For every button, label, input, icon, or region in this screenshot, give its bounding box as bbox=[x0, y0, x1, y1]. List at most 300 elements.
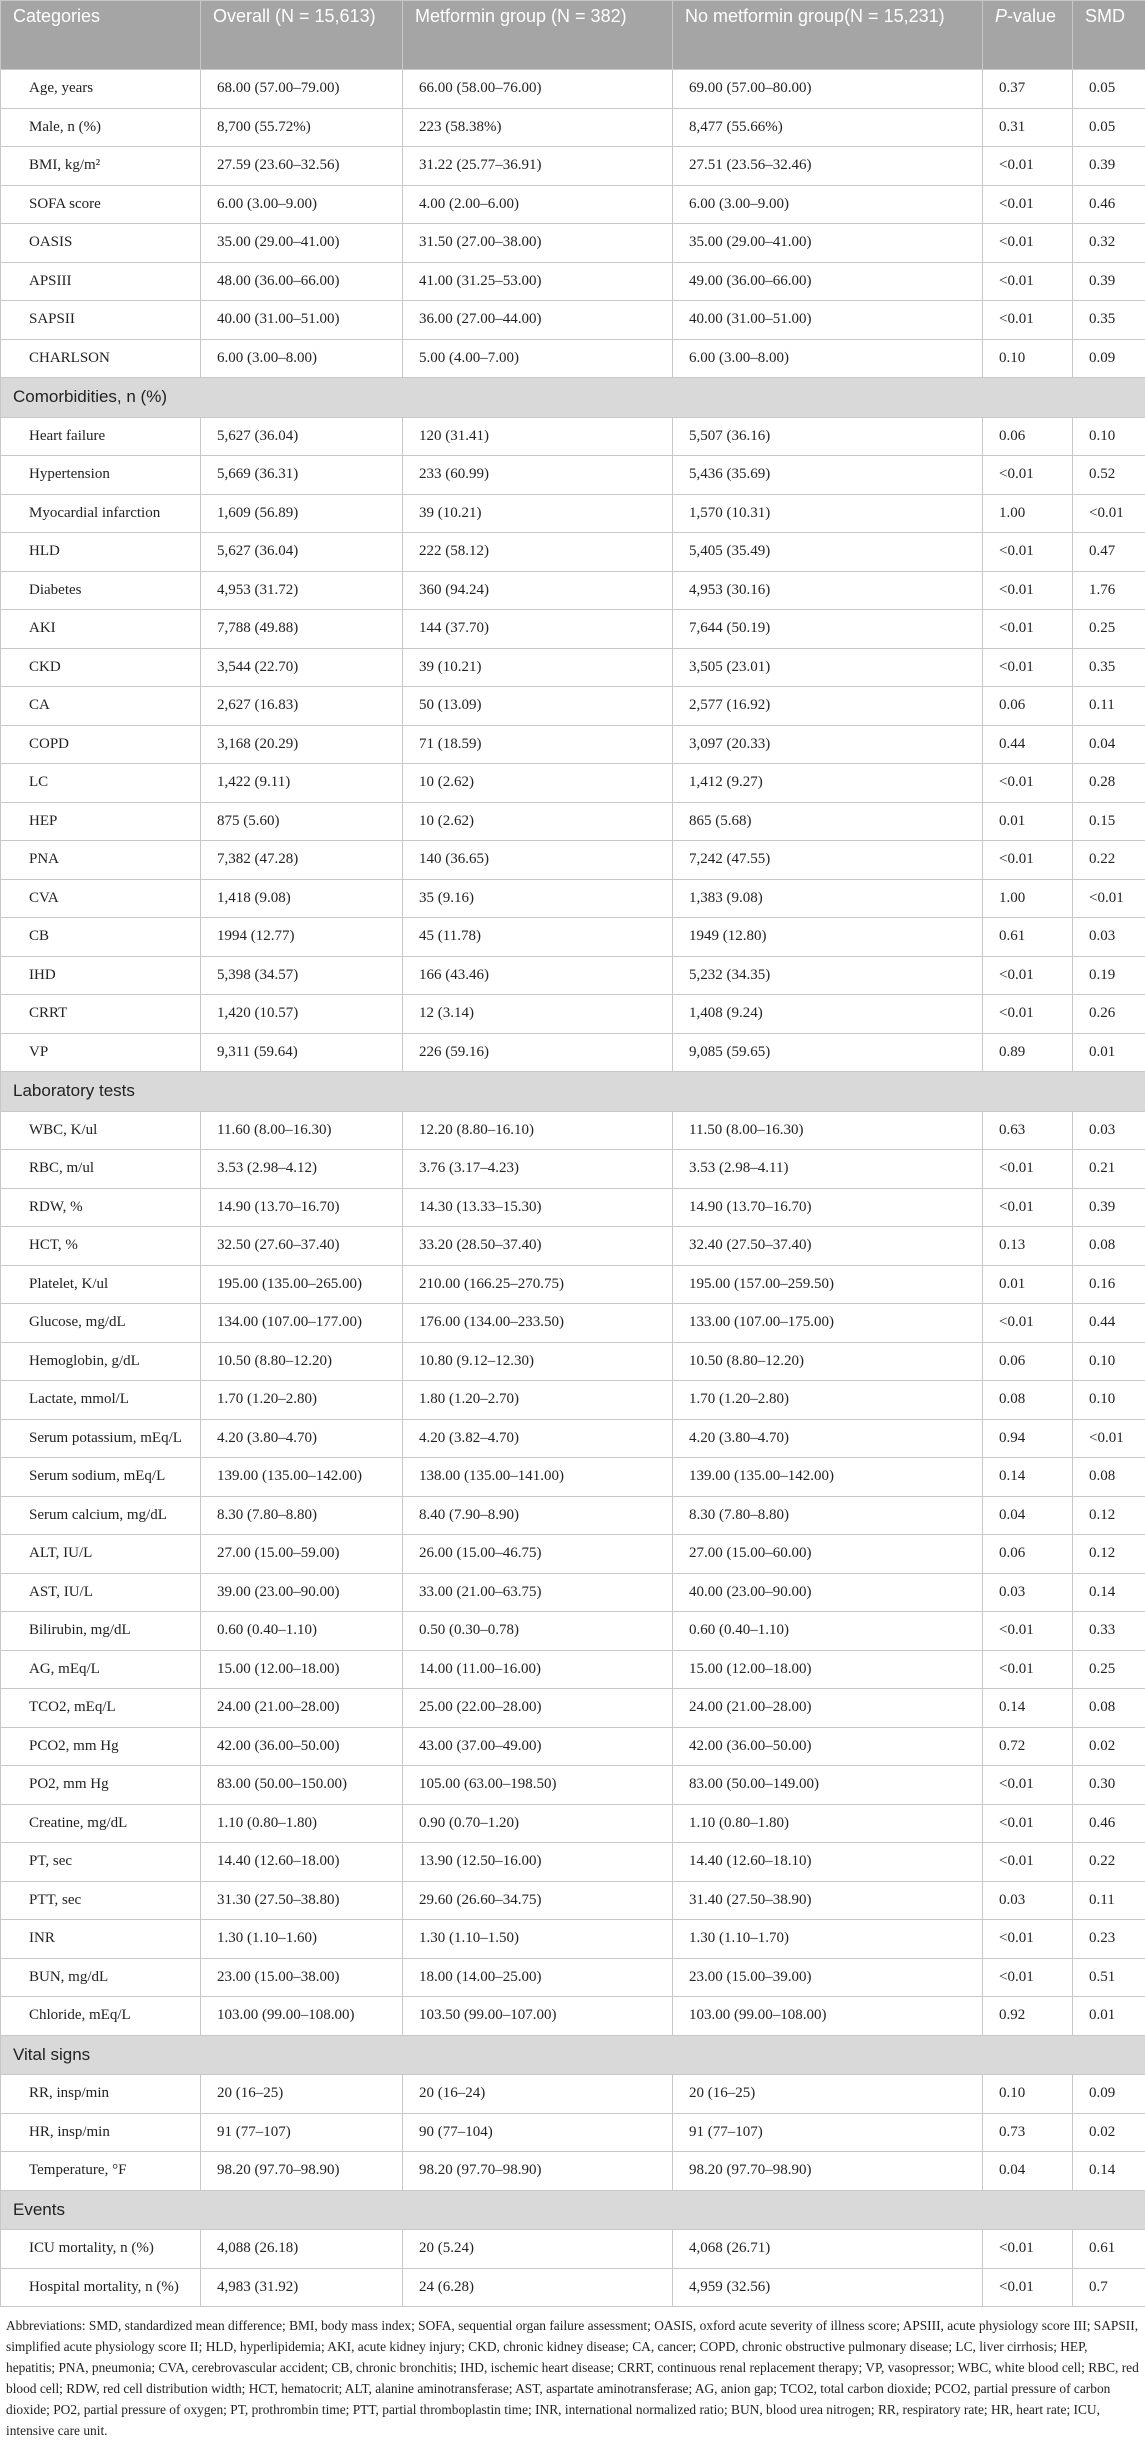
cell-metformin: 14.00 (11.00–16.00) bbox=[403, 1650, 673, 1689]
cell-p-value: <0.01 bbox=[983, 2268, 1073, 2307]
section-row bbox=[1, 378, 1145, 418]
cell-p-value: <0.01 bbox=[983, 456, 1073, 495]
table-row bbox=[1, 918, 1145, 957]
cell-category: PO2, mm Hg bbox=[1, 1766, 201, 1805]
cell-no-metformin: 1.10 (0.80–1.80) bbox=[673, 1804, 983, 1843]
cell-overall: 2,627 (16.83) bbox=[201, 687, 403, 726]
table-row bbox=[1, 339, 1145, 378]
cell-category: HEP bbox=[1, 802, 201, 841]
cell-no-metformin: 20 (16–25) bbox=[673, 2075, 983, 2114]
cell-p-value: <0.01 bbox=[983, 301, 1073, 340]
table-row bbox=[1, 1573, 1145, 1612]
cell-smd: 0.08 bbox=[1073, 1227, 1145, 1266]
cell-category: VP bbox=[1, 1033, 201, 1072]
cell-overall: 103.00 (99.00–108.00) bbox=[201, 1997, 403, 2036]
cell-smd: 0.19 bbox=[1073, 956, 1145, 995]
cell-metformin: 1.30 (1.10–1.50) bbox=[403, 1920, 673, 1959]
cell-category: Diabetes bbox=[1, 571, 201, 610]
cell-no-metformin: 1,570 (10.31) bbox=[673, 494, 983, 533]
cell-p-value: 0.72 bbox=[983, 1727, 1073, 1766]
cell-metformin: 3.76 (3.17–4.23) bbox=[403, 1150, 673, 1189]
cell-smd: 0.02 bbox=[1073, 2113, 1145, 2152]
cell-p-value: 0.94 bbox=[983, 1419, 1073, 1458]
table-row bbox=[1, 1111, 1145, 1150]
cell-overall: 35.00 (29.00–41.00) bbox=[201, 224, 403, 263]
cell-overall: 1,422 (9.11) bbox=[201, 764, 403, 803]
cell-p-value: 0.73 bbox=[983, 2113, 1073, 2152]
cell-no-metformin: 3,097 (20.33) bbox=[673, 725, 983, 764]
cell-metformin: 1.80 (1.20–2.70) bbox=[403, 1381, 673, 1420]
cell-metformin: 176.00 (134.00–233.50) bbox=[403, 1304, 673, 1343]
cell-category: CVA bbox=[1, 879, 201, 918]
cell-no-metformin: 40.00 (23.00–90.00) bbox=[673, 1573, 983, 1612]
cell-overall: 0.60 (0.40–1.10) bbox=[201, 1612, 403, 1651]
cell-overall: 91 (77–107) bbox=[201, 2113, 403, 2152]
cell-no-metformin: 83.00 (50.00–149.00) bbox=[673, 1766, 983, 1805]
table-row bbox=[1, 1458, 1145, 1497]
cell-no-metformin: 1,412 (9.27) bbox=[673, 764, 983, 803]
cell-no-metformin: 10.50 (8.80–12.20) bbox=[673, 1342, 983, 1381]
cell-metformin: 103.50 (99.00–107.00) bbox=[403, 1997, 673, 2036]
cell-p-value: <0.01 bbox=[983, 841, 1073, 880]
cell-category: HCT, % bbox=[1, 1227, 201, 1266]
table-row bbox=[1, 1766, 1145, 1805]
cell-overall: 5,627 (36.04) bbox=[201, 533, 403, 572]
cell-p-value: <0.01 bbox=[983, 995, 1073, 1034]
cell-metformin: 166 (43.46) bbox=[403, 956, 673, 995]
cell-p-value: 0.13 bbox=[983, 1227, 1073, 1266]
cell-p-value: 0.03 bbox=[983, 1881, 1073, 1920]
table-row bbox=[1, 879, 1145, 918]
cell-no-metformin: 1.70 (1.20–2.80) bbox=[673, 1381, 983, 1420]
table-row bbox=[1, 1689, 1145, 1728]
table-row bbox=[1, 764, 1145, 803]
cell-p-value: 1.00 bbox=[983, 494, 1073, 533]
cell-overall: 6.00 (3.00–9.00) bbox=[201, 185, 403, 224]
cell-overall: 5,398 (34.57) bbox=[201, 956, 403, 995]
cell-metformin: 33.20 (28.50–37.40) bbox=[403, 1227, 673, 1266]
cell-no-metformin: 0.60 (0.40–1.10) bbox=[673, 1612, 983, 1651]
header-p-value bbox=[983, 1, 1073, 70]
cell-smd: 0.61 bbox=[1073, 2230, 1145, 2269]
cell-overall: 875 (5.60) bbox=[201, 802, 403, 841]
cell-p-value: <0.01 bbox=[983, 533, 1073, 572]
cell-p-value: <0.01 bbox=[983, 764, 1073, 803]
cell-category: ICU mortality, n (%) bbox=[1, 2230, 201, 2269]
table-row bbox=[1, 1419, 1145, 1458]
cell-no-metformin: 5,232 (34.35) bbox=[673, 956, 983, 995]
cell-smd: 0.01 bbox=[1073, 1997, 1145, 2036]
table-row bbox=[1, 1650, 1145, 1689]
cell-overall: 139.00 (135.00–142.00) bbox=[201, 1458, 403, 1497]
cell-smd: 0.39 bbox=[1073, 1188, 1145, 1227]
table-row bbox=[1, 1920, 1145, 1959]
cell-p-value: 0.61 bbox=[983, 918, 1073, 957]
cell-no-metformin: 42.00 (36.00–50.00) bbox=[673, 1727, 983, 1766]
section-row bbox=[1, 1072, 1145, 1112]
cell-no-metformin: 6.00 (3.00–9.00) bbox=[673, 185, 983, 224]
cell-smd: 0.7 bbox=[1073, 2268, 1145, 2307]
section-heading: Comorbidities, n (%) bbox=[1, 378, 1145, 418]
cell-metformin: 360 (94.24) bbox=[403, 571, 673, 610]
cell-overall: 27.00 (15.00–59.00) bbox=[201, 1535, 403, 1574]
cell-smd: 0.46 bbox=[1073, 1804, 1145, 1843]
cell-smd: 0.10 bbox=[1073, 1342, 1145, 1381]
cell-category: CKD bbox=[1, 648, 201, 687]
cell-no-metformin: 32.40 (27.50–37.40) bbox=[673, 1227, 983, 1266]
table-row bbox=[1, 1843, 1145, 1882]
cell-category: BUN, mg/dL bbox=[1, 1958, 201, 1997]
cell-no-metformin: 91 (77–107) bbox=[673, 2113, 983, 2152]
cell-category: IHD bbox=[1, 956, 201, 995]
cell-category: HLD bbox=[1, 533, 201, 572]
table-row bbox=[1, 262, 1145, 301]
cell-category: AG, mEq/L bbox=[1, 1650, 201, 1689]
table-row bbox=[1, 185, 1145, 224]
cell-p-value: <0.01 bbox=[983, 262, 1073, 301]
cell-category: AST, IU/L bbox=[1, 1573, 201, 1612]
cell-overall: 42.00 (36.00–50.00) bbox=[201, 1727, 403, 1766]
cell-smd: 0.33 bbox=[1073, 1612, 1145, 1651]
cell-no-metformin: 3,505 (23.01) bbox=[673, 648, 983, 687]
cell-metformin: 10 (2.62) bbox=[403, 802, 673, 841]
header-smd: SMD bbox=[1073, 1, 1145, 70]
cell-overall: 5,627 (36.04) bbox=[201, 417, 403, 456]
cell-overall: 4,953 (31.72) bbox=[201, 571, 403, 610]
cell-category: Platelet, K/ul bbox=[1, 1265, 201, 1304]
table-row bbox=[1, 687, 1145, 726]
cell-metformin: 226 (59.16) bbox=[403, 1033, 673, 1072]
cell-p-value: <0.01 bbox=[983, 185, 1073, 224]
cell-metformin: 223 (58.38%) bbox=[403, 108, 673, 147]
cell-smd: 0.15 bbox=[1073, 802, 1145, 841]
cell-smd: 0.05 bbox=[1073, 108, 1145, 147]
cell-category: Chloride, mEq/L bbox=[1, 1997, 201, 2036]
cell-smd: 0.26 bbox=[1073, 995, 1145, 1034]
cell-smd: 0.04 bbox=[1073, 725, 1145, 764]
table-row bbox=[1, 494, 1145, 533]
cell-p-value: <0.01 bbox=[983, 1188, 1073, 1227]
cell-overall: 9,311 (59.64) bbox=[201, 1033, 403, 1072]
cell-category: PNA bbox=[1, 841, 201, 880]
cell-no-metformin: 9,085 (59.65) bbox=[673, 1033, 983, 1072]
p-value-header-text: P bbox=[995, 6, 1008, 26]
cell-p-value: <0.01 bbox=[983, 1650, 1073, 1689]
cell-overall: 3,168 (20.29) bbox=[201, 725, 403, 764]
cell-p-value: 0.06 bbox=[983, 417, 1073, 456]
cell-no-metformin: 4,959 (32.56) bbox=[673, 2268, 983, 2307]
cell-smd: 0.02 bbox=[1073, 1727, 1145, 1766]
cell-metformin: 20 (5.24) bbox=[403, 2230, 673, 2269]
cell-metformin: 10 (2.62) bbox=[403, 764, 673, 803]
cell-smd: 0.12 bbox=[1073, 1496, 1145, 1535]
table-row bbox=[1, 147, 1145, 186]
cell-p-value: <0.01 bbox=[983, 1304, 1073, 1343]
cell-overall: 83.00 (50.00–150.00) bbox=[201, 1766, 403, 1805]
header-categories: Categories bbox=[1, 1, 201, 70]
cell-no-metformin: 14.90 (13.70–16.70) bbox=[673, 1188, 983, 1227]
cell-category: COPD bbox=[1, 725, 201, 764]
cell-no-metformin: 69.00 (57.00–80.00) bbox=[673, 70, 983, 109]
cell-overall: 1,609 (56.89) bbox=[201, 494, 403, 533]
cell-no-metformin: 7,242 (47.55) bbox=[673, 841, 983, 880]
cell-smd: 0.47 bbox=[1073, 533, 1145, 572]
table-row bbox=[1, 2230, 1145, 2269]
cell-metformin: 31.22 (25.77–36.91) bbox=[403, 147, 673, 186]
cell-smd: 0.11 bbox=[1073, 687, 1145, 726]
cell-smd: 0.46 bbox=[1073, 185, 1145, 224]
cell-overall: 20 (16–25) bbox=[201, 2075, 403, 2114]
cell-p-value: 0.92 bbox=[983, 1997, 1073, 2036]
cell-smd: 0.03 bbox=[1073, 918, 1145, 957]
cell-overall: 1.70 (1.20–2.80) bbox=[201, 1381, 403, 1420]
cell-overall: 4,983 (31.92) bbox=[201, 2268, 403, 2307]
cell-p-value: 0.06 bbox=[983, 1342, 1073, 1381]
cell-metformin: 12.20 (8.80–16.10) bbox=[403, 1111, 673, 1150]
table-row bbox=[1, 301, 1145, 340]
cell-overall: 10.50 (8.80–12.20) bbox=[201, 1342, 403, 1381]
cell-category: SOFA score bbox=[1, 185, 201, 224]
cell-metformin: 8.40 (7.90–8.90) bbox=[403, 1496, 673, 1535]
cell-metformin: 90 (77–104) bbox=[403, 2113, 673, 2152]
cell-smd: 0.35 bbox=[1073, 301, 1145, 340]
cell-smd: 0.10 bbox=[1073, 1381, 1145, 1420]
cell-no-metformin: 23.00 (15.00–39.00) bbox=[673, 1958, 983, 1997]
table-row bbox=[1, 2113, 1145, 2152]
cell-p-value: <0.01 bbox=[983, 1958, 1073, 1997]
table-row bbox=[1, 70, 1145, 109]
section-heading: Laboratory tests bbox=[1, 1072, 1145, 1112]
table-body bbox=[1, 70, 1145, 2307]
section-heading: Vital signs bbox=[1, 2035, 1145, 2075]
cell-metformin: 18.00 (14.00–25.00) bbox=[403, 1958, 673, 1997]
cell-metformin: 33.00 (21.00–63.75) bbox=[403, 1573, 673, 1612]
table-row bbox=[1, 1304, 1145, 1343]
cell-smd: 0.44 bbox=[1073, 1304, 1145, 1343]
section-row bbox=[1, 2190, 1145, 2230]
table-row bbox=[1, 841, 1145, 880]
table-row bbox=[1, 995, 1145, 1034]
cell-category: Hemoglobin, g/dL bbox=[1, 1342, 201, 1381]
cell-category: RR, insp/min bbox=[1, 2075, 201, 2114]
cell-metformin: 233 (60.99) bbox=[403, 456, 673, 495]
cell-p-value: <0.01 bbox=[983, 224, 1073, 263]
cell-no-metformin: 27.00 (15.00–60.00) bbox=[673, 1535, 983, 1574]
cell-smd: 0.25 bbox=[1073, 1650, 1145, 1689]
cell-no-metformin: 139.00 (135.00–142.00) bbox=[673, 1458, 983, 1497]
table-row bbox=[1, 1535, 1145, 1574]
cell-no-metformin: 11.50 (8.00–16.30) bbox=[673, 1111, 983, 1150]
cell-overall: 1.10 (0.80–1.80) bbox=[201, 1804, 403, 1843]
table-row bbox=[1, 956, 1145, 995]
cell-smd: 0.30 bbox=[1073, 1766, 1145, 1805]
cell-overall: 32.50 (27.60–37.40) bbox=[201, 1227, 403, 1266]
cell-no-metformin: 1,383 (9.08) bbox=[673, 879, 983, 918]
cell-p-value: 0.01 bbox=[983, 802, 1073, 841]
cell-smd: 0.52 bbox=[1073, 456, 1145, 495]
cell-category: CA bbox=[1, 687, 201, 726]
cell-category: Bilirubin, mg/dL bbox=[1, 1612, 201, 1651]
cell-smd: 0.08 bbox=[1073, 1689, 1145, 1728]
cell-smd: 0.12 bbox=[1073, 1535, 1145, 1574]
cell-smd: 0.22 bbox=[1073, 841, 1145, 880]
cell-p-value: <0.01 bbox=[983, 1766, 1073, 1805]
cell-p-value: <0.01 bbox=[983, 1843, 1073, 1882]
cell-smd: <0.01 bbox=[1073, 494, 1145, 533]
cell-p-value: 0.03 bbox=[983, 1573, 1073, 1612]
cell-metformin: 39 (10.21) bbox=[403, 494, 673, 533]
cell-smd: 0.09 bbox=[1073, 339, 1145, 378]
cell-smd: 1.76 bbox=[1073, 571, 1145, 610]
table-row bbox=[1, 1342, 1145, 1381]
cell-category: CRRT bbox=[1, 995, 201, 1034]
header-overall: Overall (N = 15,613) bbox=[201, 1, 403, 70]
cell-smd: 0.39 bbox=[1073, 147, 1145, 186]
cell-no-metformin: 8.30 (7.80–8.80) bbox=[673, 1496, 983, 1535]
cell-overall: 98.20 (97.70–98.90) bbox=[201, 2152, 403, 2191]
header-row bbox=[1, 1, 1145, 70]
table-row bbox=[1, 2075, 1145, 2114]
table-row bbox=[1, 1958, 1145, 1997]
table-header bbox=[1, 1, 1145, 70]
table-row bbox=[1, 417, 1145, 456]
cell-category: PTT, sec bbox=[1, 1881, 201, 1920]
cell-overall: 195.00 (135.00–265.00) bbox=[201, 1265, 403, 1304]
cell-category: PCO2, mm Hg bbox=[1, 1727, 201, 1766]
cell-metformin: 5.00 (4.00–7.00) bbox=[403, 339, 673, 378]
cell-overall: 15.00 (12.00–18.00) bbox=[201, 1650, 403, 1689]
cell-overall: 7,382 (47.28) bbox=[201, 841, 403, 880]
cell-category: CB bbox=[1, 918, 201, 957]
table-row bbox=[1, 1881, 1145, 1920]
cell-category: Hypertension bbox=[1, 456, 201, 495]
abbreviations-footnote: Abbreviations: SMD, standardized mean difference; BMI, body mass index; SOFA, sequential organ failure assessment; OASIS, oxford acute severity of illness score; APSIII, acute physiology score III; SAPSII, simplified acute physiology score II; HLD, hyperlipidemia; AKI, acute kidney injury; CKD, chronic kidney disease; CA, cancer; COPD, chronic obstructive pulmonary disease; LC, liver cirrhosis; HEP, hepatitis; PNA, pneumonia; CVA, cerebrovascular accident; CB, chronic bronchitis; IHD, ischemic heart disease; CRRT, continuous renal replacement therapy; VP, vasopressor; WBC, white blood cell; RBC, red blood cell; RDW, red cell distribution width; HCT, hematocrit; ALT, alanine aminotransferase; AST, aspartate aminotransferase; AG, anion gap; TCO2, total carbon dioxide; PCO2, partial pressure of carbon dioxide; PO2, partial pressure of oxygen; PT, prothrombin time; PTT, partial thromboplastin time; INR, international normalized ratio; BUN, blood urea nitrogen; RR, respiratory rate; HR, heart rate; ICU, intensive care unit. bbox=[6, 2318, 1139, 2438]
table-row bbox=[1, 1033, 1145, 1072]
cell-category: LC bbox=[1, 764, 201, 803]
cell-p-value: <0.01 bbox=[983, 610, 1073, 649]
table-row bbox=[1, 1496, 1145, 1535]
cell-overall: 3.53 (2.98–4.12) bbox=[201, 1150, 403, 1189]
cell-no-metformin: 7,644 (50.19) bbox=[673, 610, 983, 649]
cell-category: Heart failure bbox=[1, 417, 201, 456]
cell-p-value: 0.06 bbox=[983, 1535, 1073, 1574]
cell-metformin: 39 (10.21) bbox=[403, 648, 673, 687]
cell-category: SAPSII bbox=[1, 301, 201, 340]
cell-category: Creatine, mg/dL bbox=[1, 1804, 201, 1843]
table-row bbox=[1, 648, 1145, 687]
cell-p-value: 0.10 bbox=[983, 2075, 1073, 2114]
cell-overall: 31.30 (27.50–38.80) bbox=[201, 1881, 403, 1920]
table-row bbox=[1, 610, 1145, 649]
cell-category: Temperature, °F bbox=[1, 2152, 201, 2191]
cell-category: WBC, K/ul bbox=[1, 1111, 201, 1150]
cell-p-value: <0.01 bbox=[983, 1920, 1073, 1959]
cell-smd: 0.10 bbox=[1073, 417, 1145, 456]
cell-smd: 0.35 bbox=[1073, 648, 1145, 687]
cell-no-metformin: 4.20 (3.80–4.70) bbox=[673, 1419, 983, 1458]
cell-category: Serum sodium, mEq/L bbox=[1, 1458, 201, 1497]
cell-smd: <0.01 bbox=[1073, 1419, 1145, 1458]
cell-overall: 1,420 (10.57) bbox=[201, 995, 403, 1034]
cell-p-value: 0.08 bbox=[983, 1381, 1073, 1420]
cell-metformin: 10.80 (9.12–12.30) bbox=[403, 1342, 673, 1381]
cell-overall: 48.00 (36.00–66.00) bbox=[201, 262, 403, 301]
cell-metformin: 210.00 (166.25–270.75) bbox=[403, 1265, 673, 1304]
cell-metformin: 66.00 (58.00–76.00) bbox=[403, 70, 673, 109]
cell-overall: 14.40 (12.60–18.00) bbox=[201, 1843, 403, 1882]
cell-p-value: <0.01 bbox=[983, 1804, 1073, 1843]
cell-p-value: <0.01 bbox=[983, 2230, 1073, 2269]
cell-p-value: 0.04 bbox=[983, 1496, 1073, 1535]
cell-category: RDW, % bbox=[1, 1188, 201, 1227]
cell-category: Glucose, mg/dL bbox=[1, 1304, 201, 1343]
cell-smd: 0.16 bbox=[1073, 1265, 1145, 1304]
table-row bbox=[1, 533, 1145, 572]
cell-metformin: 20 (16–24) bbox=[403, 2075, 673, 2114]
cell-metformin: 41.00 (31.25–53.00) bbox=[403, 262, 673, 301]
cell-category: INR bbox=[1, 1920, 201, 1959]
cell-category: ALT, IU/L bbox=[1, 1535, 201, 1574]
cell-metformin: 222 (58.12) bbox=[403, 533, 673, 572]
cell-smd: 0.14 bbox=[1073, 1573, 1145, 1612]
cell-category: OASIS bbox=[1, 224, 201, 263]
cell-p-value: 0.14 bbox=[983, 1689, 1073, 1728]
cell-metformin: 0.50 (0.30–0.78) bbox=[403, 1612, 673, 1651]
cell-no-metformin: 3.53 (2.98–4.11) bbox=[673, 1150, 983, 1189]
cell-no-metformin: 35.00 (29.00–41.00) bbox=[673, 224, 983, 263]
cell-overall: 1.30 (1.10–1.60) bbox=[201, 1920, 403, 1959]
cell-smd: 0.03 bbox=[1073, 1111, 1145, 1150]
cell-p-value: <0.01 bbox=[983, 147, 1073, 186]
p-value-header-suffix: -value bbox=[1007, 6, 1057, 26]
cell-overall: 4.20 (3.80–4.70) bbox=[201, 1419, 403, 1458]
cell-overall: 134.00 (107.00–177.00) bbox=[201, 1304, 403, 1343]
section-row bbox=[1, 2035, 1145, 2075]
cell-overall: 11.60 (8.00–16.30) bbox=[201, 1111, 403, 1150]
header-no-metformin-group: No metformin group(N = 15,231) bbox=[673, 1, 983, 70]
table-row bbox=[1, 224, 1145, 263]
cell-p-value: 0.01 bbox=[983, 1265, 1073, 1304]
cell-overall: 6.00 (3.00–8.00) bbox=[201, 339, 403, 378]
cell-category: Hospital mortality, n (%) bbox=[1, 2268, 201, 2307]
cell-metformin: 13.90 (12.50–16.00) bbox=[403, 1843, 673, 1882]
cell-metformin: 36.00 (27.00–44.00) bbox=[403, 301, 673, 340]
cell-no-metformin: 1.30 (1.10–1.70) bbox=[673, 1920, 983, 1959]
header-metformin-group: Metformin group (N = 382) bbox=[403, 1, 673, 70]
table-row bbox=[1, 1150, 1145, 1189]
cell-overall: 27.59 (23.60–32.56) bbox=[201, 147, 403, 186]
cell-overall: 23.00 (15.00–38.00) bbox=[201, 1958, 403, 1997]
cell-no-metformin: 5,405 (35.49) bbox=[673, 533, 983, 572]
cell-smd: 0.32 bbox=[1073, 224, 1145, 263]
table-row bbox=[1, 1188, 1145, 1227]
cell-overall: 8.30 (7.80–8.80) bbox=[201, 1496, 403, 1535]
cell-overall: 4,088 (26.18) bbox=[201, 2230, 403, 2269]
cell-no-metformin: 4,068 (26.71) bbox=[673, 2230, 983, 2269]
cell-overall: 1994 (12.77) bbox=[201, 918, 403, 957]
cell-p-value: 0.31 bbox=[983, 108, 1073, 147]
table-row bbox=[1, 1727, 1145, 1766]
cell-category: Male, n (%) bbox=[1, 108, 201, 147]
cell-p-value: <0.01 bbox=[983, 571, 1073, 610]
cell-no-metformin: 1949 (12.80) bbox=[673, 918, 983, 957]
table-row bbox=[1, 571, 1145, 610]
table-row bbox=[1, 1265, 1145, 1304]
cell-metformin: 45 (11.78) bbox=[403, 918, 673, 957]
cell-no-metformin: 5,436 (35.69) bbox=[673, 456, 983, 495]
cell-overall: 3,544 (22.70) bbox=[201, 648, 403, 687]
cell-metformin: 144 (37.70) bbox=[403, 610, 673, 649]
